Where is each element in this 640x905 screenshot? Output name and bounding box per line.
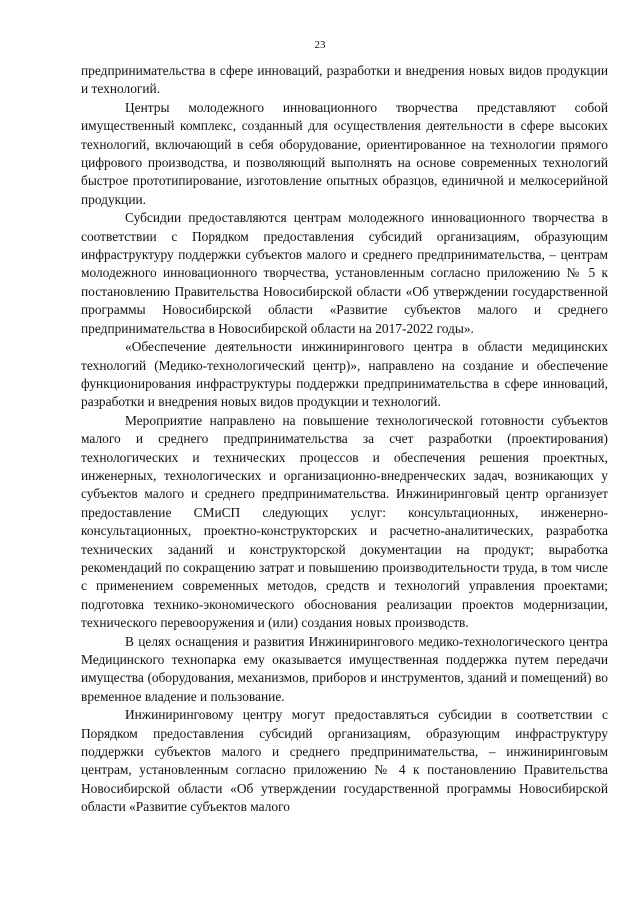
paragraph-7: Инжиниринговому центру могут предоставляться субсидии в соответствии с Порядком предоставления субсидий организациям, образующим инфраструктуру поддержки субъектов малого и среднего предпринимательства, – инжиниринговым центрам, установленным согласно приложению № 4 к постановлению Правительства Новосибирской области «Об утверждении государственной программы Новосибирской области «Развитие субъектов малого [81, 707, 608, 815]
paragraph-5: Мероприятие направлено на повышение технологической готовности субъектов малого и среднего предпринимательства за счет разработки (проектирования) технологических и технических процессов и обеспечения решения проектных, инженерных, технологических и организационно-внедренческих задач, возникающих у субъектов малого и среднего предпринимательства. Инжиниринговый центр организует предоставление СМиСП следующих услуг: консультационных, инженерно-консультационных, проектно-конструкторских и расчетно-аналитических, разработка технических заданий и конструкторской документации на продукт; выработка рекомендаций по сокращению затрат и повышению производительности труда, в том числе с применением современных методов, средств и технологий управления проектами; подготовка технико-экономического обоснования реализации проектов модернизации, технического перевооружения и (или) создания новых производств. [81, 412, 608, 631]
paragraph-1: предпринимательства в сфере инноваций, разработки и внедрения новых видов продукции и технологий. [81, 63, 608, 97]
page-number: 23 [314, 39, 326, 51]
document-body [81, 62, 608, 817]
paragraph-3: Субсидии предоставляются центрам молодежного инновационного творчества в соответствии с Порядком предоставления субсидий организациям, образующим инфраструктуру поддержки субъектов малого и среднего предпринимательства, – центрам молодежного инновационного творчества, установленным согласно приложению № 5 к постановлению Правительства Новосибирской области «Об утверждении государственной программы Новосибирской области «Развитие субъектов малого и среднего предпринимательства в Новосибирской области на 2017-2022 годы». [81, 210, 608, 336]
paragraph-2: Центры молодежного инновационного творчества представляют собой имущественный комплекс, созданный для осуществления деятельности в сфере высоких технологий, включающий в себя оборудование, ориентированное на технологии прямого цифрового производства, и позволяющий выполнять на основе современных технологий быстрое прототипирование, изготовление опытных образцов, единичной и мелкосерийной продукции. [81, 99, 608, 207]
paragraph-6: В целях оснащения и развития Инжинирингового медико-технологического центра Медицинского технопарка ему оказывается имущественная поддержка путем передачи имущества (оборудования, механизмов, приборов и инструментов, зданий и помещений) во временное владение и пользование. [81, 633, 608, 704]
paragraph-4: «Обеспечение деятельности инжинирингового центра в области медицинских технологий (Медико-технологический центр)», направлено на создание и обеспечение функционирования инфраструктуры поддержки предпринимательства в сфере инноваций, разработки и внедрения новых видов продукции и технологий. [81, 339, 608, 410]
